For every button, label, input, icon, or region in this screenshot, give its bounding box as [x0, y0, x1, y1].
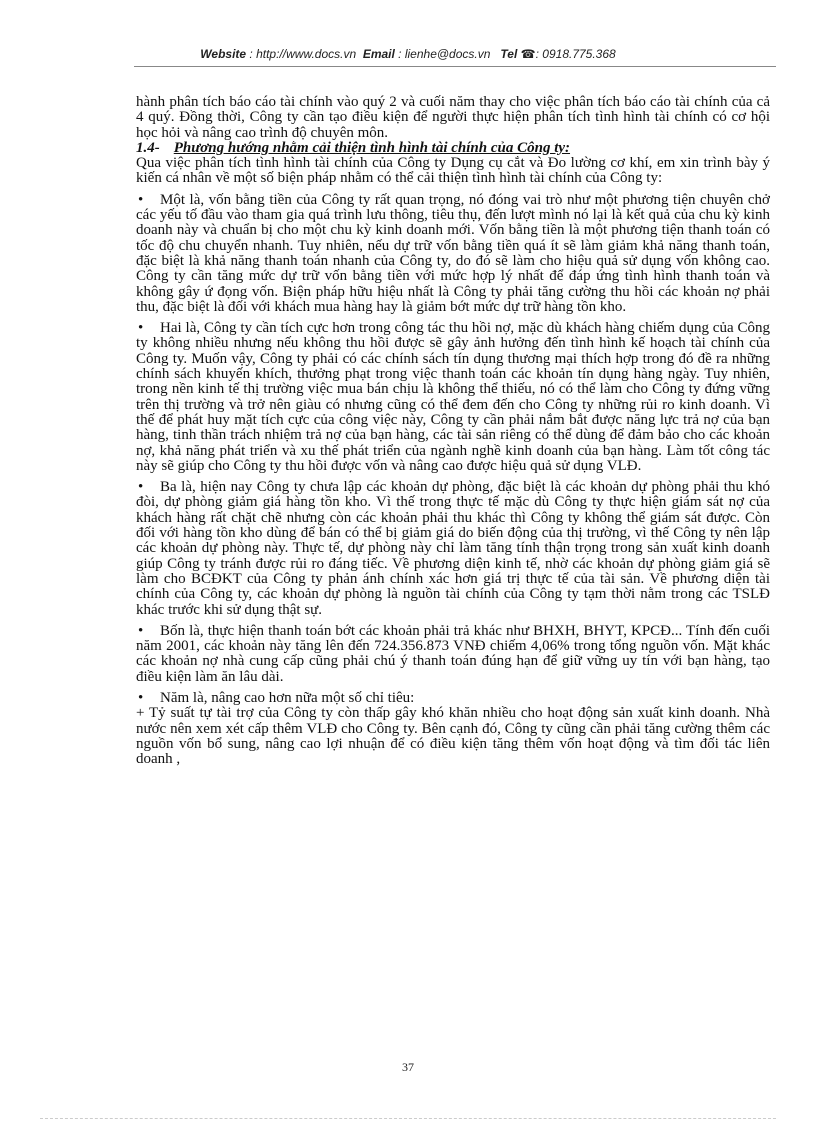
- list-item-text: Hai là, Công ty cần tích cực hơn trong công tác thu hồi nợ, mặc dù khách hàng chiếm dụng của Công ty không nhiều nhưng nếu không thu hồi được sẽ gây ảnh hưởng đến tình hình kế hoạch tài chính của Công ty. Muốn vậy, Công ty phải có các chính sách tín dụng thương mại thích hợp trong đó đề ra những chính sách khuyến khích, thưởng phạt trong việc thanh toán các khoản tín dụng hàng ngày. Tuy nhiên, trong nền kinh tế thị trường việc mua bán chịu là không thể thiếu, nó có thể làm cho Công ty đứng vững trên thị trường và trở nên giàu có nhưng cũng có thể đem đến cho Công ty những rủi ro kinh doanh. Vì thế để phát huy mặt tích cực của công việc này, Công ty cần phải nắm bắt được năng lực trả nợ của bạn hàng, tinh thần trách nhiệm trả nợ của bạn hàng, các tài sản riêng có thể dùng để đảm bảo cho các khoản nợ, khả năng phát triển và xu thế phát triển của ngành nghề kinh doanh của bạn hàng. Làm tốt công tác này sẽ giúp cho Công ty thu hồi được vốn và nâng cao được hiệu quả sử dụng VLĐ.: [136, 320, 770, 474]
- list-item: [136, 691, 770, 706]
- section-heading: [136, 141, 770, 156]
- page-bottom-divider: [40, 1118, 776, 1119]
- bullet-icon: •: [138, 191, 144, 208]
- list-item: [136, 624, 770, 685]
- page-content: [136, 95, 770, 767]
- page-header: [0, 47, 816, 61]
- bullet-icon: •: [138, 689, 144, 706]
- website-url[interactable]: : http://www.docs.vn: [249, 47, 357, 61]
- email-label: Email: [362, 47, 395, 61]
- list-item: [136, 193, 770, 315]
- phone-icon: ☎: [520, 47, 536, 61]
- header-divider: [134, 66, 776, 67]
- section-intro: Qua việc phân tích tình hình tài chính của Công ty Dụng cụ cắt và Đo lường cơ khí, em xin trình bày ý kiến cá nhân về một số biện pháp nhằm có thể cải thiện tình hình tài chính của Công ty:: [136, 155, 770, 187]
- website-label: Website: [200, 47, 247, 61]
- list-item: [136, 321, 770, 474]
- list-item-text: Bốn là, thực hiện thanh toán bớt các khoản phải trả khác như BHXH, BHYT, KPCĐ... Tính đến cuối năm 2001, các khoản này tăng lên đến 724.356.873 VNĐ chiếm 4,06% trong tổng nguồn vốn. Mặt khác các khoản nợ nhà cung cấp cũng phải chú ý thanh toán đúng hạn để giữ vững uy tín với bạn hàng, tạo điều kiện làm ăn lâu dài.: [136, 622, 770, 685]
- tel-number: : 0918.775.368: [535, 47, 616, 61]
- list-item-text: Ba là, hiện nay Công ty chưa lập các khoản dự phòng, đặc biệt là các khoản dự phòng phải thu khó đòi, dự phòng giảm giá hàng tồn kho. Vì thế trong thực tế mặc dù Công ty thực hiện giám sát nợ của khách hàng rất chặt chẽ nhưng còn các khoản phải thu khác thì Công ty không thể giám sát được. Còn đối với hàng tồn kho dùng để bán có thể bị giảm giá do biến động của thị trường, vì thế Công ty nên lập các khoản dự phòng này. Thực tế, dự phòng này chỉ làm tăng tính thận trọng trong sản xuất kinh doanh giúp Công ty tránh được rủi ro đáng tiếc. Về phương diện kinh tế, nhờ các khoản dự phòng giảm giá sẽ làm cho BCĐKT của Công ty phản ánh chính xác hơn giá trị thực tế của tài sản. Về phương diện tài chính của Công ty, các khoản dự phòng là nguồn tài chính của Công ty tạm thời nằm trong các TSLĐ khác trước khi sử dụng thật sự.: [136, 479, 770, 618]
- list-item: [136, 480, 770, 618]
- bullet-icon: •: [138, 320, 144, 337]
- bullet-icon: •: [138, 622, 144, 639]
- page-number: 37: [402, 1060, 414, 1074]
- closing-paragraph: + Tỷ suất tự tài trợ của Công ty còn thấp gây khó khăn nhiều cho hoạt động sản xuất kinh doanh. Nhà nước nên xem xét cấp thêm VLĐ cho Công ty. Bên cạnh đó, Công ty cũng cần phải tăng cường thêm các nguồn vốn bổ sung, nâng cao lợi nhuận để có điều kiện tăng thêm vốn hoạt động và tìm đối tác liên doanh ,: [136, 705, 770, 768]
- section-title: Phương hướng nhằm cải thiện tình hình tài chính của Công ty:: [173, 139, 571, 156]
- tel-label: Tel: [500, 47, 518, 61]
- email-address[interactable]: : lienhe@docs.vn: [398, 47, 491, 61]
- intro-paragraph: hành phân tích báo cáo tài chính vào quý 2 và cuối năm thay cho việc phân tích báo cáo tài chính của cả 4 quý. Đồng thời, Công ty cần tạo điều kiện để người thực hiện phân tích tình hình tài chính có cơ hội học hỏi và nâng cao trình độ chuyên môn.: [136, 94, 770, 141]
- list-item-text: Một là, vốn bằng tiền của Công ty rất quan trọng, nó đóng vai trò như một phương tiện chuyên chở các yếu tố đầu vào tham gia quá trình lưu thông, tiêu thụ, đến lượt mình nó lại là kết quả của chu kỳ kinh doanh này và chuẩn bị cho một chu kỳ kinh doanh mới. Vốn bằng tiền là một phương tiện thanh toán có tốc độ chu chuyển nhanh. Tuy nhiên, nếu dự trữ vốn bằng tiền quá ít sẽ làm giảm khả năng thanh toán, đặc biệt là khả năng thanh toán nhanh của Công ty, do đó sẽ làm cho hiệu quả sử dụng vốn không cao. Công ty cần tăng mức dự trữ vốn bằng tiền với mức hợp lý nhất để đáp ứng tình hình thanh toán và không gây ứ đọng vốn. Biện pháp hữu hiệu nhất là Công ty phải tăng cường thu hồi các khoản nợ phải thu, đặc biệt là đối với khách mua hàng hay là giảm bớt mức dự trữ hàng tồn kho.: [136, 191, 770, 315]
- bullet-icon: •: [138, 479, 144, 496]
- section-number: 1.4-: [136, 139, 160, 156]
- list-item-text: Năm là, nâng cao hơn nữa một số chỉ tiêu:: [160, 689, 415, 706]
